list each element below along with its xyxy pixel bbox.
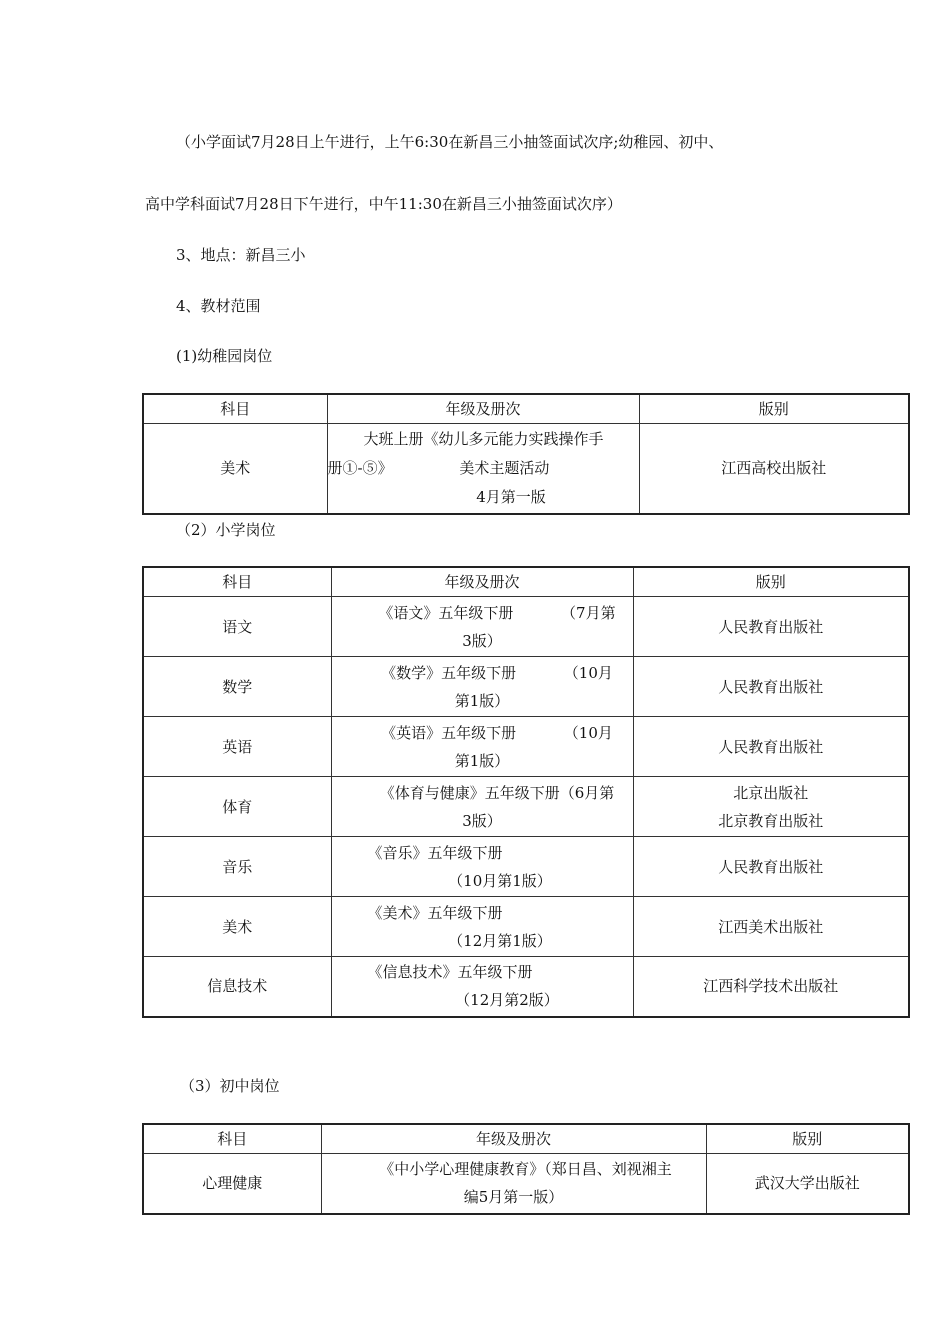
grade-cell (327, 424, 639, 514)
table-row (143, 957, 909, 1017)
grade-line: 《数学》五年级下册 （10月 (381, 663, 613, 682)
table-header-row (143, 1124, 909, 1154)
subject-cell: 体育 (143, 777, 331, 837)
grade-cell (331, 597, 633, 657)
table-row (143, 1154, 909, 1214)
subject-cell: 美术 (143, 897, 331, 957)
header-grade: 年级及册次 (327, 394, 639, 424)
table-row (143, 897, 909, 957)
primary-heading: （2）小学岗位 (176, 521, 276, 539)
edition-cell (633, 597, 909, 657)
edition-line: 人民教育出版社 (718, 617, 824, 636)
subject-cell: 英语 (143, 717, 331, 777)
grade-line: 《英语》五年级下册 （10月 (381, 723, 613, 742)
edition-cell (633, 957, 909, 1017)
grade-cell (331, 717, 633, 777)
grade-line: 册①-⑤》 美术主题活动 (327, 458, 550, 477)
grade-line: 第1版） (454, 691, 510, 710)
edition-line: 江西科学技术出版社 (703, 977, 839, 996)
edition-line: 人民教育出版社 (718, 857, 824, 876)
header-subject: 科目 (143, 1124, 321, 1154)
table-header-row (143, 567, 909, 597)
edition-cell (633, 777, 909, 837)
table-row (143, 597, 909, 657)
edition-cell (633, 897, 909, 957)
subject-cell: 语文 (143, 597, 331, 657)
grade-cell (331, 957, 633, 1017)
grade-line: 4月第一版 (476, 487, 546, 506)
subject-cell: 美术 (143, 424, 327, 514)
grade-line: 3版） (462, 811, 502, 830)
header-grade: 年级及册次 (331, 567, 633, 597)
header-edition: 版别 (639, 394, 909, 424)
primary-table (142, 566, 910, 1018)
grade-line: 《体育与健康》五年级下册（6月第 (379, 783, 615, 802)
subject-cell: 心理健康 (143, 1154, 321, 1214)
grade-line: 3版） (462, 631, 502, 650)
edition-line: 江西美术出版社 (718, 917, 824, 936)
edition-cell (633, 657, 909, 717)
grade-line: 《中小学心理健康教育》（郑日昌、刘视湘主 (379, 1160, 672, 1179)
subject-cell: 数学 (143, 657, 331, 717)
edition-cell (633, 837, 909, 897)
edition-cell: 江西高校出版社 (639, 424, 909, 514)
table-row (143, 424, 909, 514)
table-row (143, 837, 909, 897)
grade-cell (321, 1154, 706, 1214)
kindergarten-table (142, 393, 910, 515)
intro-line-1: （小学面试7月28日上午进行，上午6:30在新昌三小抽签面试次序;幼稚园、初中、 (176, 133, 724, 151)
table-header-row (143, 394, 909, 424)
subject-cell: 音乐 (143, 837, 331, 897)
header-edition: 版别 (633, 567, 909, 597)
grade-cell (331, 837, 633, 897)
grade-line: 《语文》五年级下册 （7月第 (378, 603, 616, 622)
grade-line: 大班上册《幼儿多元能力实践操作手 (363, 429, 604, 448)
grade-line: （12月第1版） (448, 931, 552, 950)
table-row (143, 717, 909, 777)
grade-cell (331, 777, 633, 837)
table-row (143, 657, 909, 717)
scope-heading: 4、教材范围 (176, 297, 261, 315)
grade-line: 第1版） (454, 751, 510, 770)
grade-line: （12月第2版） (455, 991, 559, 1010)
edition-line: 北京教育出版社 (718, 811, 824, 830)
middle-table (142, 1123, 910, 1215)
edition-line: 北京出版社 (733, 783, 809, 802)
kindergarten-heading: (1)幼稚园岗位 (176, 347, 273, 365)
middle-heading: （3）初中岗位 (180, 1077, 280, 1095)
intro-line-2: 高中学科面试7月28日下午进行，中午11:30在新昌三小抽签面试次序） (145, 195, 622, 213)
edition-line: 人民教育出版社 (718, 737, 824, 756)
header-edition: 版别 (706, 1124, 909, 1154)
grade-line: 《音乐》五年级下册 (367, 843, 503, 862)
edition-line: 人民教育出版社 (718, 677, 824, 696)
edition-cell (633, 717, 909, 777)
subject-cell: 信息技术 (143, 957, 331, 1017)
grade-line: 《美术》五年级下册 (367, 903, 503, 922)
grade-cell (331, 657, 633, 717)
grade-cell (331, 897, 633, 957)
header-subject: 科目 (143, 567, 331, 597)
header-grade: 年级及册次 (321, 1124, 706, 1154)
header-subject: 科目 (143, 394, 327, 424)
grade-line: 《信息技术》五年级下册 (367, 963, 533, 982)
location-line: 3、地点：新昌三小 (176, 246, 306, 264)
edition-cell: 武汉大学出版社 (706, 1154, 909, 1214)
grade-line: （10月第1版） (448, 871, 552, 890)
grade-line: 编5月第一版） (463, 1188, 564, 1207)
table-row (143, 777, 909, 837)
